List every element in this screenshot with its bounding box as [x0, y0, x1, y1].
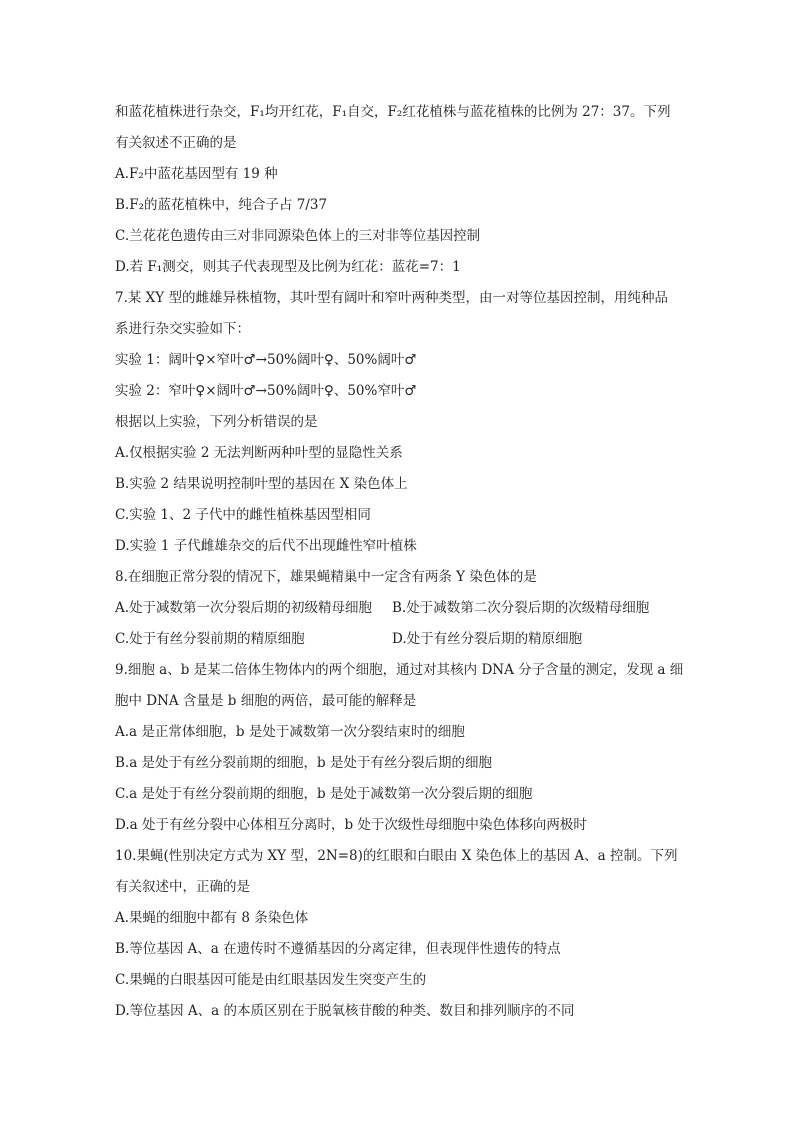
- option-line: D.a 处于有丝分裂中心体相互分离时，b 处于次级性母细胞中染色体移向两极时: [115, 817, 587, 833]
- option-line: B.等位基因 A、a 在遗传时不遵循基因的分离定律，但表现伴性遗传的特点: [115, 941, 561, 957]
- option-line: B.实验 2 结果说明控制叶型的基因在 X 染色体上: [115, 476, 408, 492]
- text-line: 有关叙述中，正确的是: [115, 879, 250, 895]
- question-7: 7.某 XY 型的雌雄异株植物，其叶型有阔叶和窄叶两种类型，由一对等位基因控制，用纯种品: [115, 290, 668, 306]
- option-line: B.a 是处于有丝分裂前期的细胞，b 是处于有丝分裂后期的细胞: [115, 755, 492, 771]
- text-line: 根据以上实验，下列分析错误的是: [115, 414, 318, 430]
- option-line: A.处于减数第一次分裂后期的初级精母细胞: [115, 600, 373, 616]
- text-line: 和蓝花植株进行杂交，F₁均开红花，F₁自交，F₂红花植株与蓝花植株的比例为 27：37。下列: [115, 104, 671, 120]
- question-9: 9.细胞 a、b 是某二倍体生物体内的两个细胞，通过对其核内 DNA 分子含量的测定，发现 a 细: [115, 662, 684, 678]
- text-line: 有关叙述不正确的是: [115, 135, 237, 151]
- option-line: D.等位基因 A、a 的本质区别在于脱氧核苷酸的种类、数目和排列顺序的不同: [115, 1003, 575, 1019]
- option-line: A.果蝇的细胞中都有 8 条染色体: [115, 910, 309, 926]
- option-line: A.a 是正常体细胞，b 是处于减数第一次分裂结束时的细胞: [115, 724, 465, 740]
- question-10: 10.果蝇(性别决定方式为 XY 型，2N=8)的红眼和白眼由 X 染色体上的基因 A、a 控制。下列: [115, 848, 678, 864]
- option-line: D.若 F₁测交，则其子代表现型及比例为红花：蓝花=7：1: [115, 259, 461, 275]
- option-line: C.兰花花色遗传由三对非同源染色体上的三对非等位基因控制: [115, 228, 481, 244]
- experiment-2: 实验 2：窄叶♀×阔叶♂→50%阔叶♀、50%窄叶♂: [115, 383, 417, 399]
- option-line: D.实验 1 子代雌雄杂交的后代不出现雌性窄叶植株: [115, 538, 417, 554]
- option-line: A.F₂中蓝花基因型有 19 种: [115, 166, 278, 182]
- option-line: A.仅根据实验 2 无法判断两种叶型的显隐性关系: [115, 445, 403, 461]
- option-line: D.处于有丝分裂后期的精原细胞: [392, 631, 583, 647]
- option-line: C.实验 1、2 子代中的雌性植株基因型相同: [115, 507, 371, 523]
- option-line: C.处于有丝分裂前期的精原细胞: [115, 631, 305, 647]
- option-line: C.果蝇的白眼基因可能是由红眼基因发生突变产生的: [115, 972, 427, 988]
- option-line: B.F₂的蓝花植株中，纯合子占 7/37: [115, 197, 328, 213]
- text-line: 系进行杂交实验如下：: [115, 321, 250, 337]
- option-line: B.处于减数第二次分裂后期的次级精母细胞: [392, 600, 650, 616]
- text-line: 胞中 DNA 含量是 b 细胞的两倍，最可能的解释是: [115, 693, 417, 709]
- question-8: 8.在细胞正常分裂的情况下，雄果蝇精巢中一定含有两条 Y 染色体的是: [115, 569, 537, 585]
- option-line: C.a 是处于有丝分裂前期的细胞，b 是处于减数第一次分裂后期的细胞: [115, 786, 533, 802]
- experiment-1: 实验 1：阔叶♀×窄叶♂→50%阔叶♀、50%阔叶♂: [115, 352, 417, 368]
